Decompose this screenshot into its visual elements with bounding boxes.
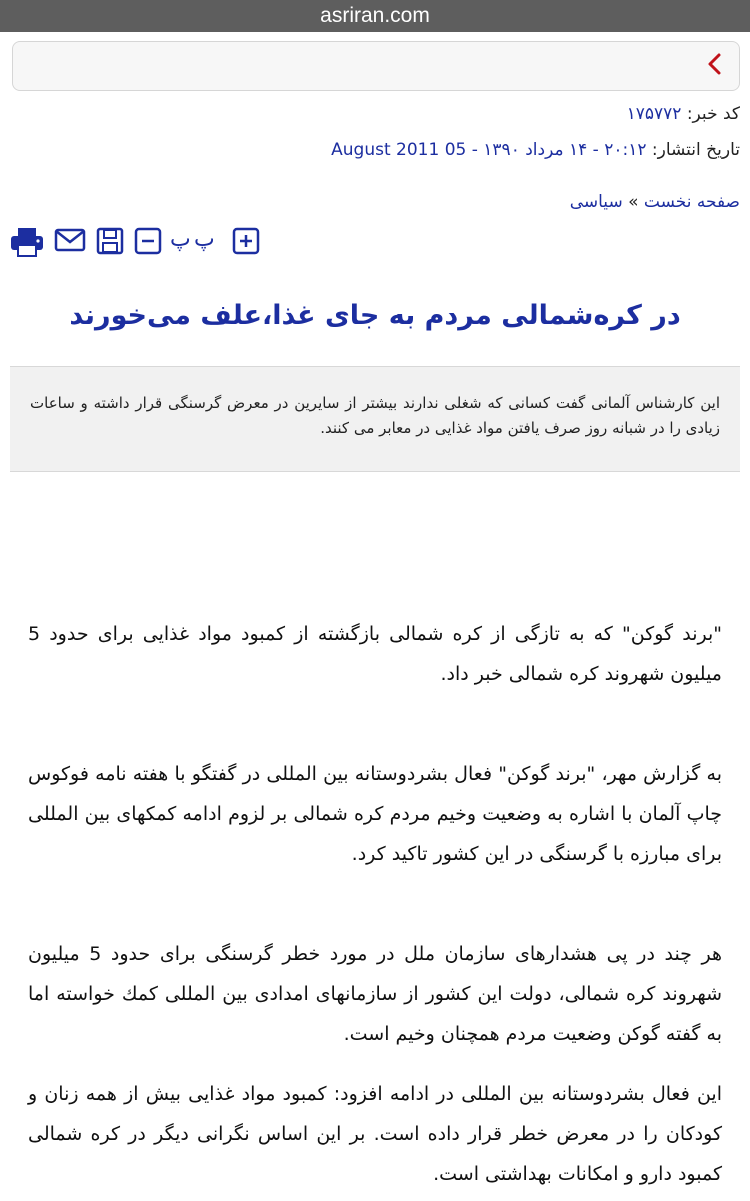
print-icon[interactable]	[10, 226, 44, 258]
article-paragraph-1: "برند گوکن" که به تازگی از کره شمالی بازگشته از کمبود مواد غذایی برای حدود 5 میلیون شهروند کره شمالی خبر داد.	[28, 623, 722, 685]
article-summary: این کارشناس آلمانی گفت کسانی که شغلی ندارند بیشتر از سایرین در معرض گرسنگی قرار داشته و ساعات زیادی را در شبانه روز صرف یافتن مواد غذایی در معابر می کنند.	[10, 366, 740, 472]
breadcrumb-separator: »	[628, 192, 639, 212]
publish-date	[331, 140, 740, 160]
breadcrumb	[570, 192, 740, 212]
email-icon[interactable]	[54, 226, 86, 254]
font-size-large[interactable]: پ	[194, 227, 215, 252]
zoom-in-icon[interactable]	[232, 226, 260, 256]
news-code-label: کد خبر:	[686, 104, 740, 124]
publish-date-label: تاریخ انتشار:	[651, 140, 740, 160]
article-paragraph-2: به گزارش مهر، "برند گوکن" فعال بشردوستانه بین المللی در گفتگو با هفته نامه فوکوس چاپ آلمان با اشاره به وضعیت وخیم مردم کره شمالی بر لزوم ادامه کمکهای بین المللی برای مبارزه با گرسنگی در این کشور تاکید کرد.	[28, 763, 722, 865]
article-paragraph-3: هر چند در پی هشدارهای سازمان ملل در مورد خطر گرسنگی برای حدود 5 میلیون شهروند کره شمالی، دولت این کشور از سازمانهای امدادی بین المللی کمك خواسته اما به گفته گوکن وضعیت مردم همچنان وخیم است.	[28, 943, 722, 1045]
article-toolbar	[10, 226, 270, 258]
news-code-value: ۱۷۵۷۷۲	[626, 104, 682, 124]
breadcrumb-home[interactable]: صفحه نخست	[643, 192, 740, 212]
article-title: در کره‌شمالی مردم به جای غذا،علف می‌خورند	[69, 300, 681, 331]
publish-date-value: ۲۰:۱۲ - ۱۴ مرداد ۱۳۹۰ - 05 August 2011	[331, 140, 647, 160]
news-code	[627, 104, 740, 124]
breadcrumb-section[interactable]: سیاسی	[569, 192, 623, 212]
save-icon[interactable]	[96, 226, 124, 256]
article-paragraph-4: این فعال بشردوستانه بین المللی در ادامه افزود: کمبود مواد غذایی بیش از همه زنان و کودکان را در معرض خطر قرار داده است. بر این اساس نگرانی دیگر در کره شمالی کمبود دارو و امکانات بهداشتی است.	[28, 1083, 722, 1185]
chevron-left-icon[interactable]	[703, 50, 727, 78]
nav-bar	[12, 41, 740, 91]
font-size-small[interactable]: پ	[170, 227, 191, 252]
address-bar[interactable]	[0, 0, 750, 32]
address-domain: asriran.com	[320, 4, 430, 27]
zoom-out-icon[interactable]	[134, 226, 162, 256]
